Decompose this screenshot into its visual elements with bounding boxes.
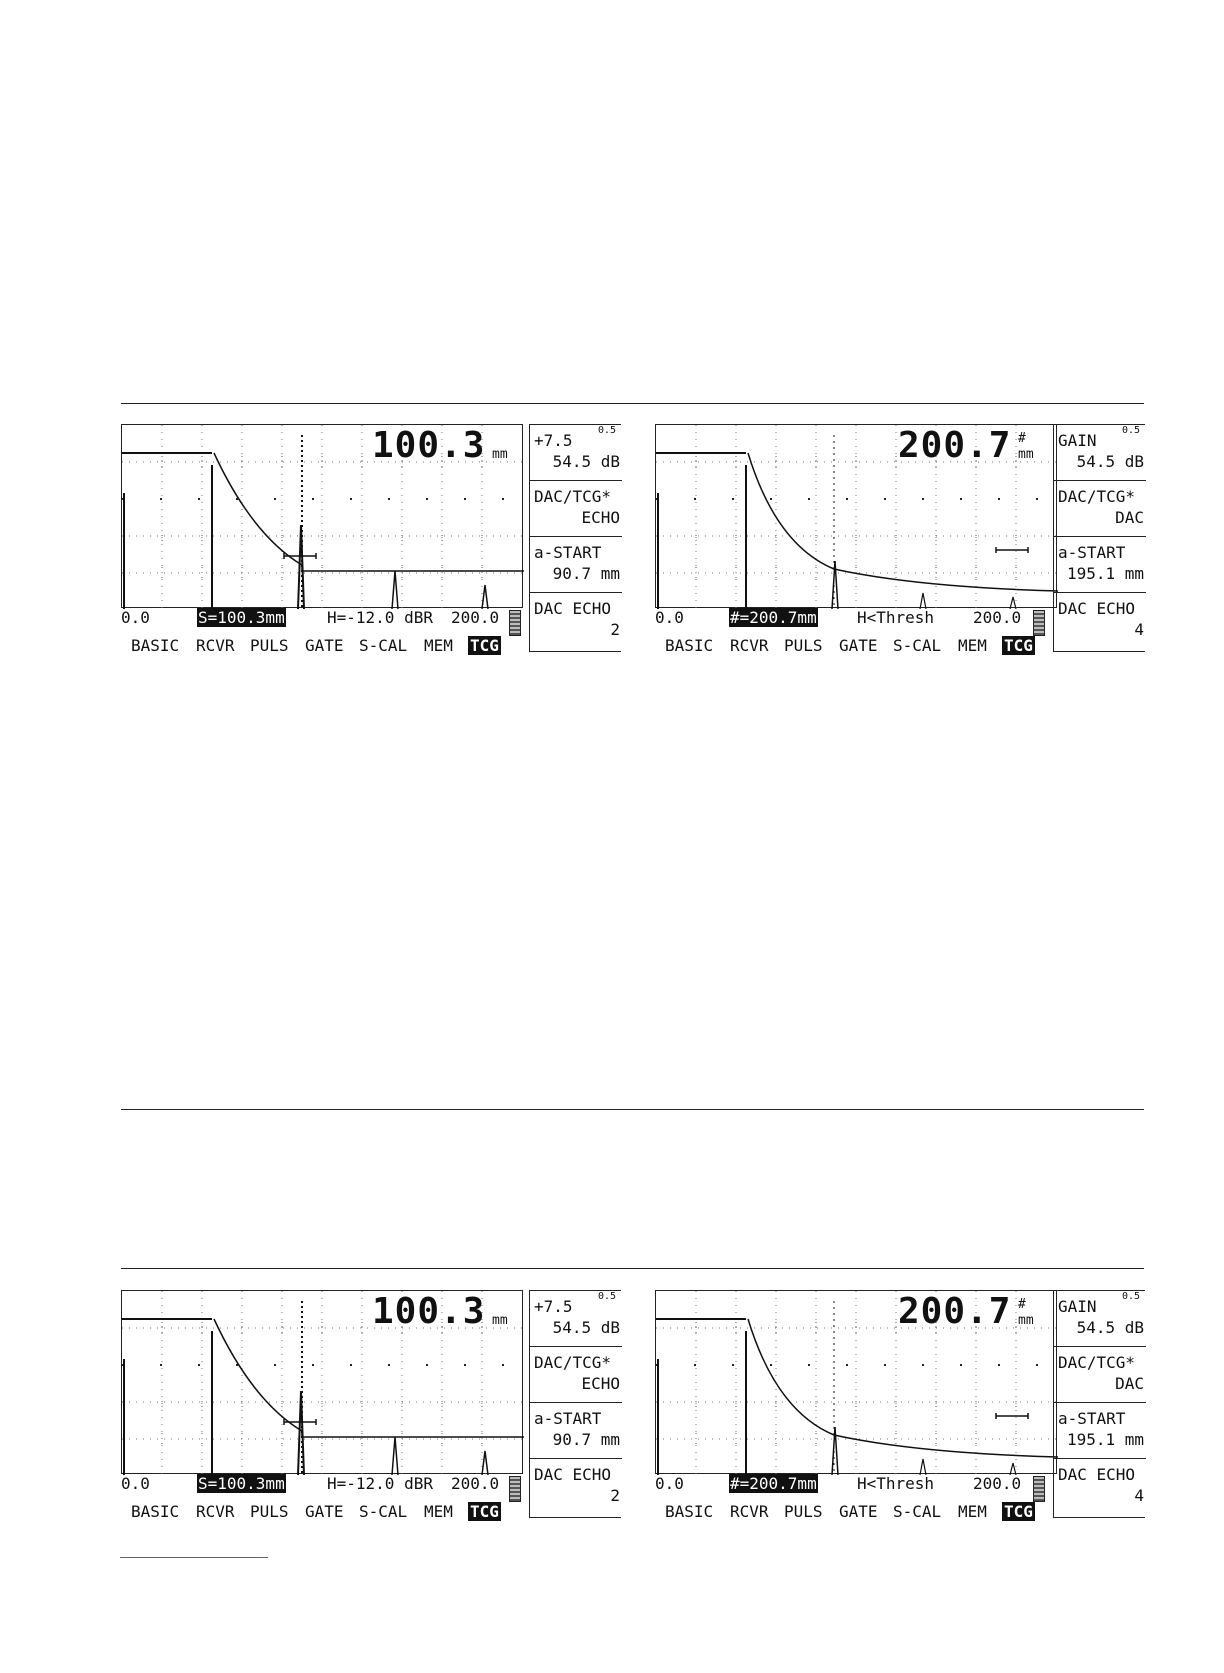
section-rule-middle bbox=[121, 1109, 1144, 1110]
status-bar bbox=[121, 1474, 521, 1496]
reading-unit: mm bbox=[492, 1313, 508, 1328]
instrument-screen-dac bbox=[655, 424, 1155, 654]
function-label: DAC/TCG* bbox=[534, 1353, 612, 1372]
function-label: +7.5 bbox=[534, 431, 573, 450]
gate-readout[interactable]: #=200.7mm bbox=[730, 608, 817, 627]
menu-basic[interactable]: BASIC bbox=[131, 636, 180, 655]
function-value: 54.5 dB bbox=[1076, 452, 1144, 471]
function-cell-dac-echo[interactable] bbox=[530, 593, 622, 649]
battery-icon bbox=[509, 610, 521, 636]
range-start: 0.0 bbox=[655, 608, 684, 627]
function-cell-a-start[interactable] bbox=[1054, 537, 1146, 593]
function-label: DAC/TCG* bbox=[1058, 487, 1136, 506]
function-panel bbox=[1053, 1290, 1145, 1518]
battery-icon bbox=[1033, 1476, 1045, 1502]
function-label: DAC ECHO bbox=[534, 599, 612, 618]
menu-basic[interactable]: BASIC bbox=[665, 636, 714, 655]
range-end: 200.0 bbox=[451, 608, 500, 627]
menu-gate[interactable]: GATE bbox=[839, 636, 878, 655]
menu-gate[interactable]: GATE bbox=[305, 1502, 344, 1521]
menu-mem[interactable]: MEM bbox=[958, 636, 987, 655]
menu-s-cal[interactable]: S-CAL bbox=[359, 636, 408, 655]
reading-unit: mm bbox=[492, 447, 508, 462]
function-cell-a-start[interactable] bbox=[530, 1403, 622, 1459]
battery-icon bbox=[1033, 610, 1045, 636]
gate-readout[interactable]: S=100.3mm bbox=[198, 1474, 285, 1493]
amplitude-readout: H=-12.0 dBR bbox=[327, 1474, 433, 1493]
menu-tcg[interactable]: TCG bbox=[470, 636, 499, 655]
second-echo bbox=[392, 1437, 398, 1475]
function-value: 4 bbox=[1134, 1486, 1144, 1505]
range-end: 200.0 bbox=[973, 608, 1022, 627]
amplitude-readout: H<Thresh bbox=[857, 1474, 935, 1493]
menu-bar bbox=[131, 636, 521, 807]
reading-unit: mm bbox=[1018, 1313, 1034, 1328]
function-cell-gain[interactable] bbox=[1054, 425, 1146, 481]
amplitude-readout: H<Thresh bbox=[857, 608, 935, 627]
function-cell-dac-echo[interactable] bbox=[530, 1459, 622, 1515]
menu-bar bbox=[665, 636, 1055, 807]
gate-readout[interactable]: #=200.7mm bbox=[730, 1474, 817, 1493]
function-cell-gain[interactable] bbox=[530, 1291, 622, 1347]
function-cell-dac-tcg[interactable] bbox=[1054, 1347, 1146, 1403]
thickness-reading: 200.7 bbox=[898, 1291, 1012, 1332]
function-label: a-START bbox=[534, 1409, 602, 1428]
function-value: ECHO bbox=[581, 508, 620, 527]
thickness-reading: 100.3 bbox=[372, 1291, 486, 1332]
status-bar bbox=[655, 1474, 1055, 1496]
dac-curve bbox=[214, 1319, 524, 1437]
menu-puls[interactable]: PULS bbox=[784, 636, 823, 655]
section-rule-bottom bbox=[121, 1268, 1144, 1269]
menu-basic[interactable]: BASIC bbox=[665, 1502, 714, 1521]
menu-tcg[interactable]: TCG bbox=[1004, 1502, 1033, 1521]
function-value: 2 bbox=[610, 620, 620, 639]
second-echo bbox=[392, 571, 398, 609]
menu-s-cal[interactable]: S-CAL bbox=[359, 1502, 408, 1521]
menu-puls[interactable]: PULS bbox=[250, 1502, 289, 1521]
menu-mem[interactable]: MEM bbox=[958, 1502, 987, 1521]
function-panel bbox=[1053, 424, 1145, 652]
function-cell-a-start[interactable] bbox=[530, 537, 622, 593]
function-label: DAC ECHO bbox=[1058, 1465, 1136, 1484]
function-cell-dac-tcg[interactable] bbox=[530, 481, 622, 537]
function-value: ECHO bbox=[581, 1374, 620, 1393]
function-label: a-START bbox=[1058, 543, 1126, 562]
function-cell-gain[interactable] bbox=[530, 425, 622, 481]
function-label: DAC/TCG* bbox=[534, 487, 612, 506]
range-start: 0.0 bbox=[121, 1474, 150, 1493]
menu-mem[interactable]: MEM bbox=[424, 636, 453, 655]
gain-step: 0.5 bbox=[597, 1291, 616, 1302]
dac-curve bbox=[214, 453, 524, 571]
function-label: DAC ECHO bbox=[534, 1465, 612, 1484]
range-start: 0.0 bbox=[655, 1474, 684, 1493]
function-value: DAC bbox=[1115, 1374, 1144, 1393]
function-cell-dac-echo[interactable] bbox=[1054, 593, 1146, 649]
menu-rcvr[interactable]: RCVR bbox=[730, 636, 769, 655]
function-cell-dac-tcg[interactable] bbox=[1054, 481, 1146, 537]
thickness-reading: 100.3 bbox=[372, 425, 486, 466]
function-value: 4 bbox=[1134, 620, 1144, 639]
ascan-plot bbox=[121, 1290, 523, 1474]
status-bar bbox=[121, 608, 521, 630]
reading-unit-top: # bbox=[1018, 431, 1026, 446]
function-cell-dac-echo[interactable] bbox=[1054, 1459, 1146, 1515]
function-cell-a-start[interactable] bbox=[1054, 1403, 1146, 1459]
second-echo bbox=[920, 1459, 926, 1475]
menu-bar bbox=[131, 1502, 521, 1673]
function-cell-dac-tcg[interactable] bbox=[530, 1347, 622, 1403]
function-panel bbox=[529, 424, 621, 652]
gain-step: 0.5 bbox=[1121, 425, 1140, 436]
function-label: a-START bbox=[534, 543, 602, 562]
instrument-screen-dac-repeat bbox=[655, 1290, 1155, 1520]
thickness-reading: 200.7 bbox=[898, 425, 1012, 466]
menu-tcg[interactable]: TCG bbox=[470, 1502, 499, 1521]
amplitude-readout: H=-12.0 dBR bbox=[327, 608, 433, 627]
menu-puls[interactable]: PULS bbox=[784, 1502, 823, 1521]
function-value: 54.5 dB bbox=[552, 1318, 620, 1337]
status-bar bbox=[655, 608, 1055, 630]
function-value: 54.5 dB bbox=[1076, 1318, 1144, 1337]
ascan-plot bbox=[655, 424, 1057, 608]
function-value: 2 bbox=[610, 1486, 620, 1505]
third-echo bbox=[482, 585, 488, 609]
dac-curve bbox=[748, 1319, 1058, 1457]
function-value: 90.7 mm bbox=[552, 1430, 620, 1449]
function-panel bbox=[529, 1290, 621, 1518]
function-label: +7.5 bbox=[534, 1297, 573, 1316]
menu-rcvr[interactable]: RCVR bbox=[730, 1502, 769, 1521]
dac-curve bbox=[748, 453, 1058, 591]
gain-step: 0.5 bbox=[597, 425, 616, 436]
gain-step: 0.5 bbox=[1121, 1291, 1140, 1302]
reading-unit: mm bbox=[1018, 447, 1034, 462]
menu-gate[interactable]: GATE bbox=[305, 636, 344, 655]
gate-readout[interactable]: S=100.3mm bbox=[198, 608, 285, 627]
section-rule-top bbox=[121, 403, 1144, 404]
ascan-plot bbox=[655, 1290, 1057, 1474]
menu-rcvr[interactable]: RCVR bbox=[196, 636, 235, 655]
menu-gate[interactable]: GATE bbox=[839, 1502, 878, 1521]
function-label: DAC/TCG* bbox=[1058, 1353, 1136, 1372]
gate-bar bbox=[996, 1413, 1028, 1419]
function-value: 195.1 mm bbox=[1066, 564, 1144, 583]
menu-tcg[interactable]: TCG bbox=[1004, 636, 1033, 655]
function-label: GAIN bbox=[1058, 431, 1097, 450]
menu-mem[interactable]: MEM bbox=[424, 1502, 453, 1521]
range-end: 200.0 bbox=[973, 1474, 1022, 1493]
menu-s-cal[interactable]: S-CAL bbox=[893, 1502, 942, 1521]
menu-rcvr[interactable]: RCVR bbox=[196, 1502, 235, 1521]
function-value: 54.5 dB bbox=[552, 452, 620, 471]
function-value: DAC bbox=[1115, 508, 1144, 527]
instrument-screen-echo bbox=[121, 424, 621, 654]
function-value: 90.7 mm bbox=[552, 564, 620, 583]
menu-bar bbox=[665, 1502, 1055, 1673]
range-start: 0.0 bbox=[121, 608, 150, 627]
function-label: GAIN bbox=[1058, 1297, 1097, 1316]
battery-icon bbox=[509, 1476, 521, 1502]
function-label: DAC ECHO bbox=[1058, 599, 1136, 618]
third-echo bbox=[482, 1451, 488, 1475]
instrument-screen-echo-repeat bbox=[121, 1290, 621, 1520]
function-cell-gain[interactable] bbox=[1054, 1291, 1146, 1347]
reading-unit-top: # bbox=[1018, 1297, 1026, 1312]
menu-puls[interactable]: PULS bbox=[250, 636, 289, 655]
gate-bar bbox=[996, 547, 1028, 553]
function-label: a-START bbox=[1058, 1409, 1126, 1428]
function-value: 195.1 mm bbox=[1066, 1430, 1144, 1449]
link-underline bbox=[120, 1557, 268, 1558]
menu-basic[interactable]: BASIC bbox=[131, 1502, 180, 1521]
range-end: 200.0 bbox=[451, 1474, 500, 1493]
second-echo bbox=[920, 593, 926, 609]
menu-s-cal[interactable]: S-CAL bbox=[893, 636, 942, 655]
ascan-plot bbox=[121, 424, 523, 608]
